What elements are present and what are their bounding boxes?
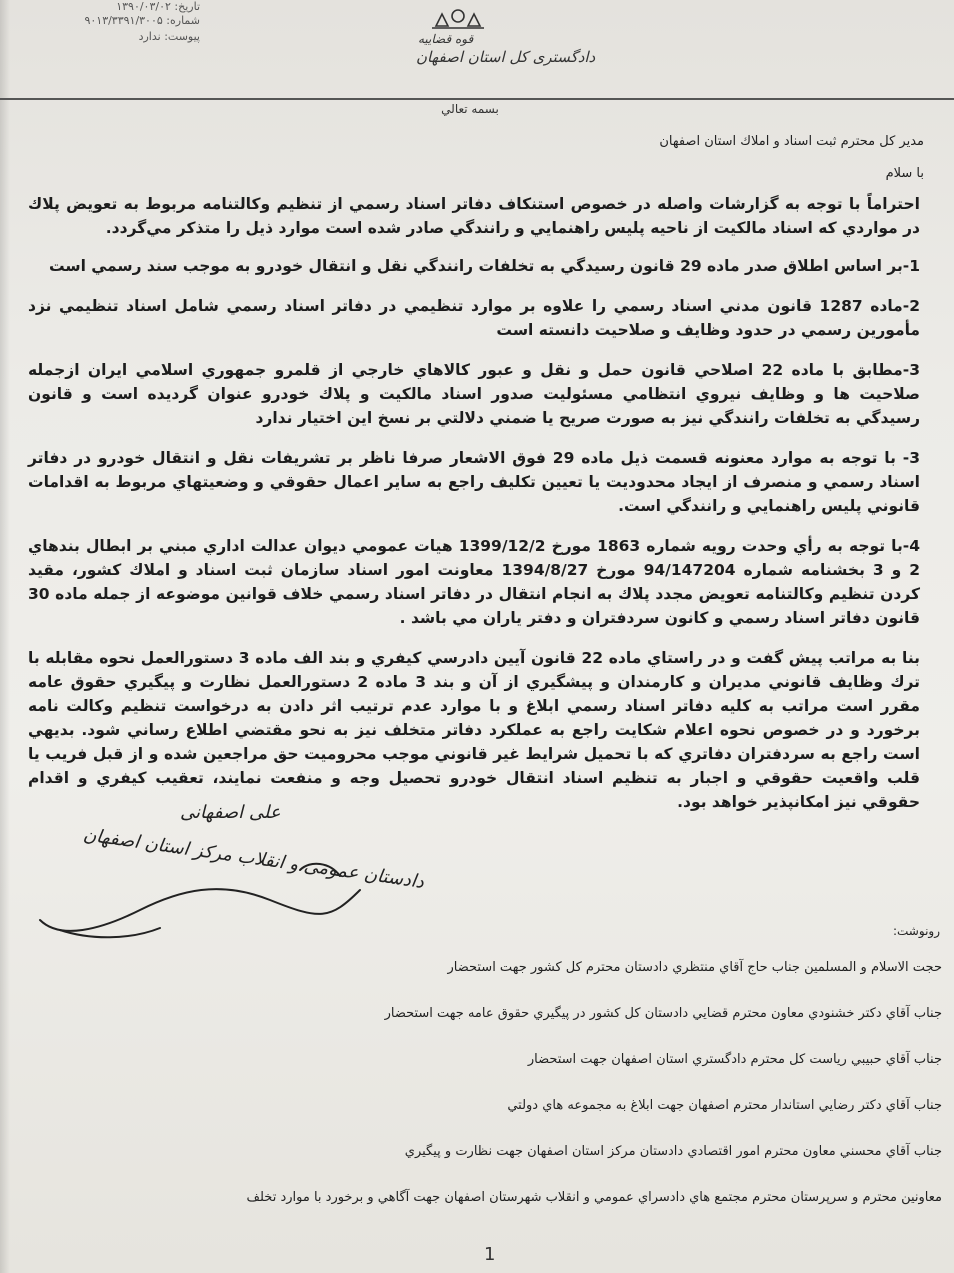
cc-list <box>42 958 942 1234</box>
cc-item: جناب آقاي دكتر خشنودي معاون محترم قضايي دادستان كل كشور در پيگيري حقوق عامه جهت استحضار <box>384 1006 942 1021</box>
header-divider <box>0 98 954 100</box>
body-intro: احتراماً با توجه به گزارشات واصله در خصوص استنكاف دفاتر اسناد رسمي از تنظيم وكالتنامه مربوط به تعويض پلاك در مواردي كه اسناد مالكيت از ناحيه پليس راهنمايي و رانندگي صادر شده است موارد ذيل را متذكر مي‌گردد. <box>28 195 920 237</box>
recipient-line: مدير كل محترم ثبت اسناد و املاك استان اصفهان <box>659 134 924 149</box>
org-line-1: قوه قضاییه <box>418 32 474 46</box>
body-item-3: 3-مطابق با ماده 22 اصلاحي قانون حمل و نقل و عبور كالاهاي خارجي از قلمرو جمهوري اسلامي ايران ازجمله صلاحيت ها و وظايف نيروي انتظامي مسئوليت صدور اسناد مالكيت و پلاك خودرو عنوان گرديده است و قانون رسيدگي به تخلفات رانندگي نيز به صورت صريح يا ضمني دلالتي بر نسخ اين اختيار ندارد <box>28 361 920 427</box>
meta-attachment-value: ندارد <box>138 30 161 43</box>
cc-heading: رونوشت: <box>892 924 940 938</box>
signature-block <box>0 790 426 950</box>
greeting-line: با سلام <box>885 166 924 181</box>
cc-item: حجت الاسلام و المسلمين جناب حاج آقاي منتظري دادستان محترم كل كشور جهت استحضار <box>447 960 942 975</box>
meta-attachment <box>139 30 200 43</box>
body-closing: بنا به مراتب پيش گفت و در راستاي ماده 22 قانون آيين دادرسي كيفري و بند الف ماده 3 دستورالعمل نحوه مقابله با ترك وظايف قانوني مديران و كارمندان و پيشگيري از آن و بند 3 ماده 2 دستورالعمل نظارت و پيگيري حقوق عامه مقرر است مراتب به كليه دفاتر اسناد رسمي ابلاغ و با موارد عدم ترتيب اثر دادن به درخواست تنظيم وكالت نامه برخورد و در خصوص نحوه اعلام شكايت راجع به عملكرد دفاتر متخلف نيز به نحو مقتضي اطلاع رساني شود. بديهي است راجع به سردفتران دفاتري كه با تحميل شرايط غير قانوني موجب محروميت حق مراجعين شده و از قبل فريب يا قلب واقعيت حقوقي و اجبار به تنظيم اسناد انتقال خودرو تحصيل وجه و منفعت نمايند، تعقيب كيفري و اقدام حقوقي نيز امكانپذير خواهد بود. <box>28 649 920 811</box>
meta-date-value: ۱۳۹۰/۰۳/۰۲ <box>116 0 171 13</box>
meta-date <box>116 0 200 13</box>
body-item-3b: 3- با توجه به موارد معنونه قسمت ذيل ماده 29 فوق الاشعار صرفا ناظر بر تشريفات نقل و انتقال خودرو در دفاتر اسناد رسمي و منصرف از ايجاد محدوديت يا تعيين تكليف راجع به ساير اعمال حقوقي و وضعيتهاي مربوط به اقدامات قانوني پليس راهنمايي و رانندگي است. <box>28 449 920 515</box>
letter-meta <box>10 0 240 60</box>
page-shadow <box>0 0 10 1273</box>
meta-attachment-label: پیوست: <box>164 30 200 43</box>
meta-number <box>84 14 200 27</box>
cc-item: جناب آقاي محسني معاون محترم امور اقتصادي دادستان مركز استان اصفهان جهت نظارت و پيگيري <box>404 1144 942 1159</box>
cc-item: جناب آقاي حبيبي رياست كل محترم دادگستري استان اصفهان جهت استحضار <box>527 1052 942 1067</box>
bismillah-heading: بسمه تعالي <box>441 102 499 116</box>
org-line-2: دادگستری کل استان اصفهان <box>416 48 596 66</box>
cc-item: معاونين محترم و سرپرستان محترم مجتمع هاي دادسراي عمومي و انقلاب شهرستان اصفهان جهت آگاهي و برخورد با موارد تخلف <box>246 1190 942 1205</box>
letter-body <box>28 192 920 830</box>
signatory-name: علی اصفهانی <box>180 802 281 823</box>
letterhead <box>0 0 954 100</box>
judiciary-emblem-icon <box>428 4 488 34</box>
signatory-title: دادستان عمومی و انقلاب مرکز استان اصفهان <box>81 824 426 893</box>
meta-number-value: ۹۰۱۳/۳۳۹۱/۳۰۰۵ <box>84 14 163 27</box>
page-number: 1 <box>484 1244 496 1265</box>
body-item-1: 1-بر اساس اطلاق صدر ماده 29 قانون رسيدگي به تخلفات رانندگي نقل و انتقال خودرو به موجب سند رسمي است <box>48 257 920 275</box>
body-item-2: 2-ماده 1287 قانون مدني اسناد رسمي را علاوه بر موارد تنظيمي در دفاتر اسناد رسمي شامل اسناد تنظيمي نزد مأمورين رسمي در حدود وظايف و صلاحيت دانسته است <box>28 297 920 339</box>
meta-date-label: تاریخ: <box>174 0 200 13</box>
body-item-4: 4-با توجه به رأي وحدت رويه شماره 1863 مورخ 1399/12/2 هيات عمومي ديوان عدالت اداري مبني بر ابطال بندهاي 2 و 3 بخشنامه شماره 94/147204 مورخ 1394/8/27 معاونت امور اسناد سازمان ثبت اسناد و املاك كشور، مقيد كردن تنظيم وكالتنامه تعويض مجدد پلاك به انجام انتقال در دفاتر اسناد رسمي خلاف قوانين موضوعه از جمله ماده 30 قانون دفاتر اسناد رسمي و كانون سردفتران و دفتر ياران مي باشد . <box>28 537 920 627</box>
meta-number-label: شماره: <box>166 14 200 27</box>
cc-item: جناب آقاي دكتر رضايي استاندار محترم اصفهان جهت ابلاغ به مجموعه هاي دولتي <box>507 1098 942 1113</box>
